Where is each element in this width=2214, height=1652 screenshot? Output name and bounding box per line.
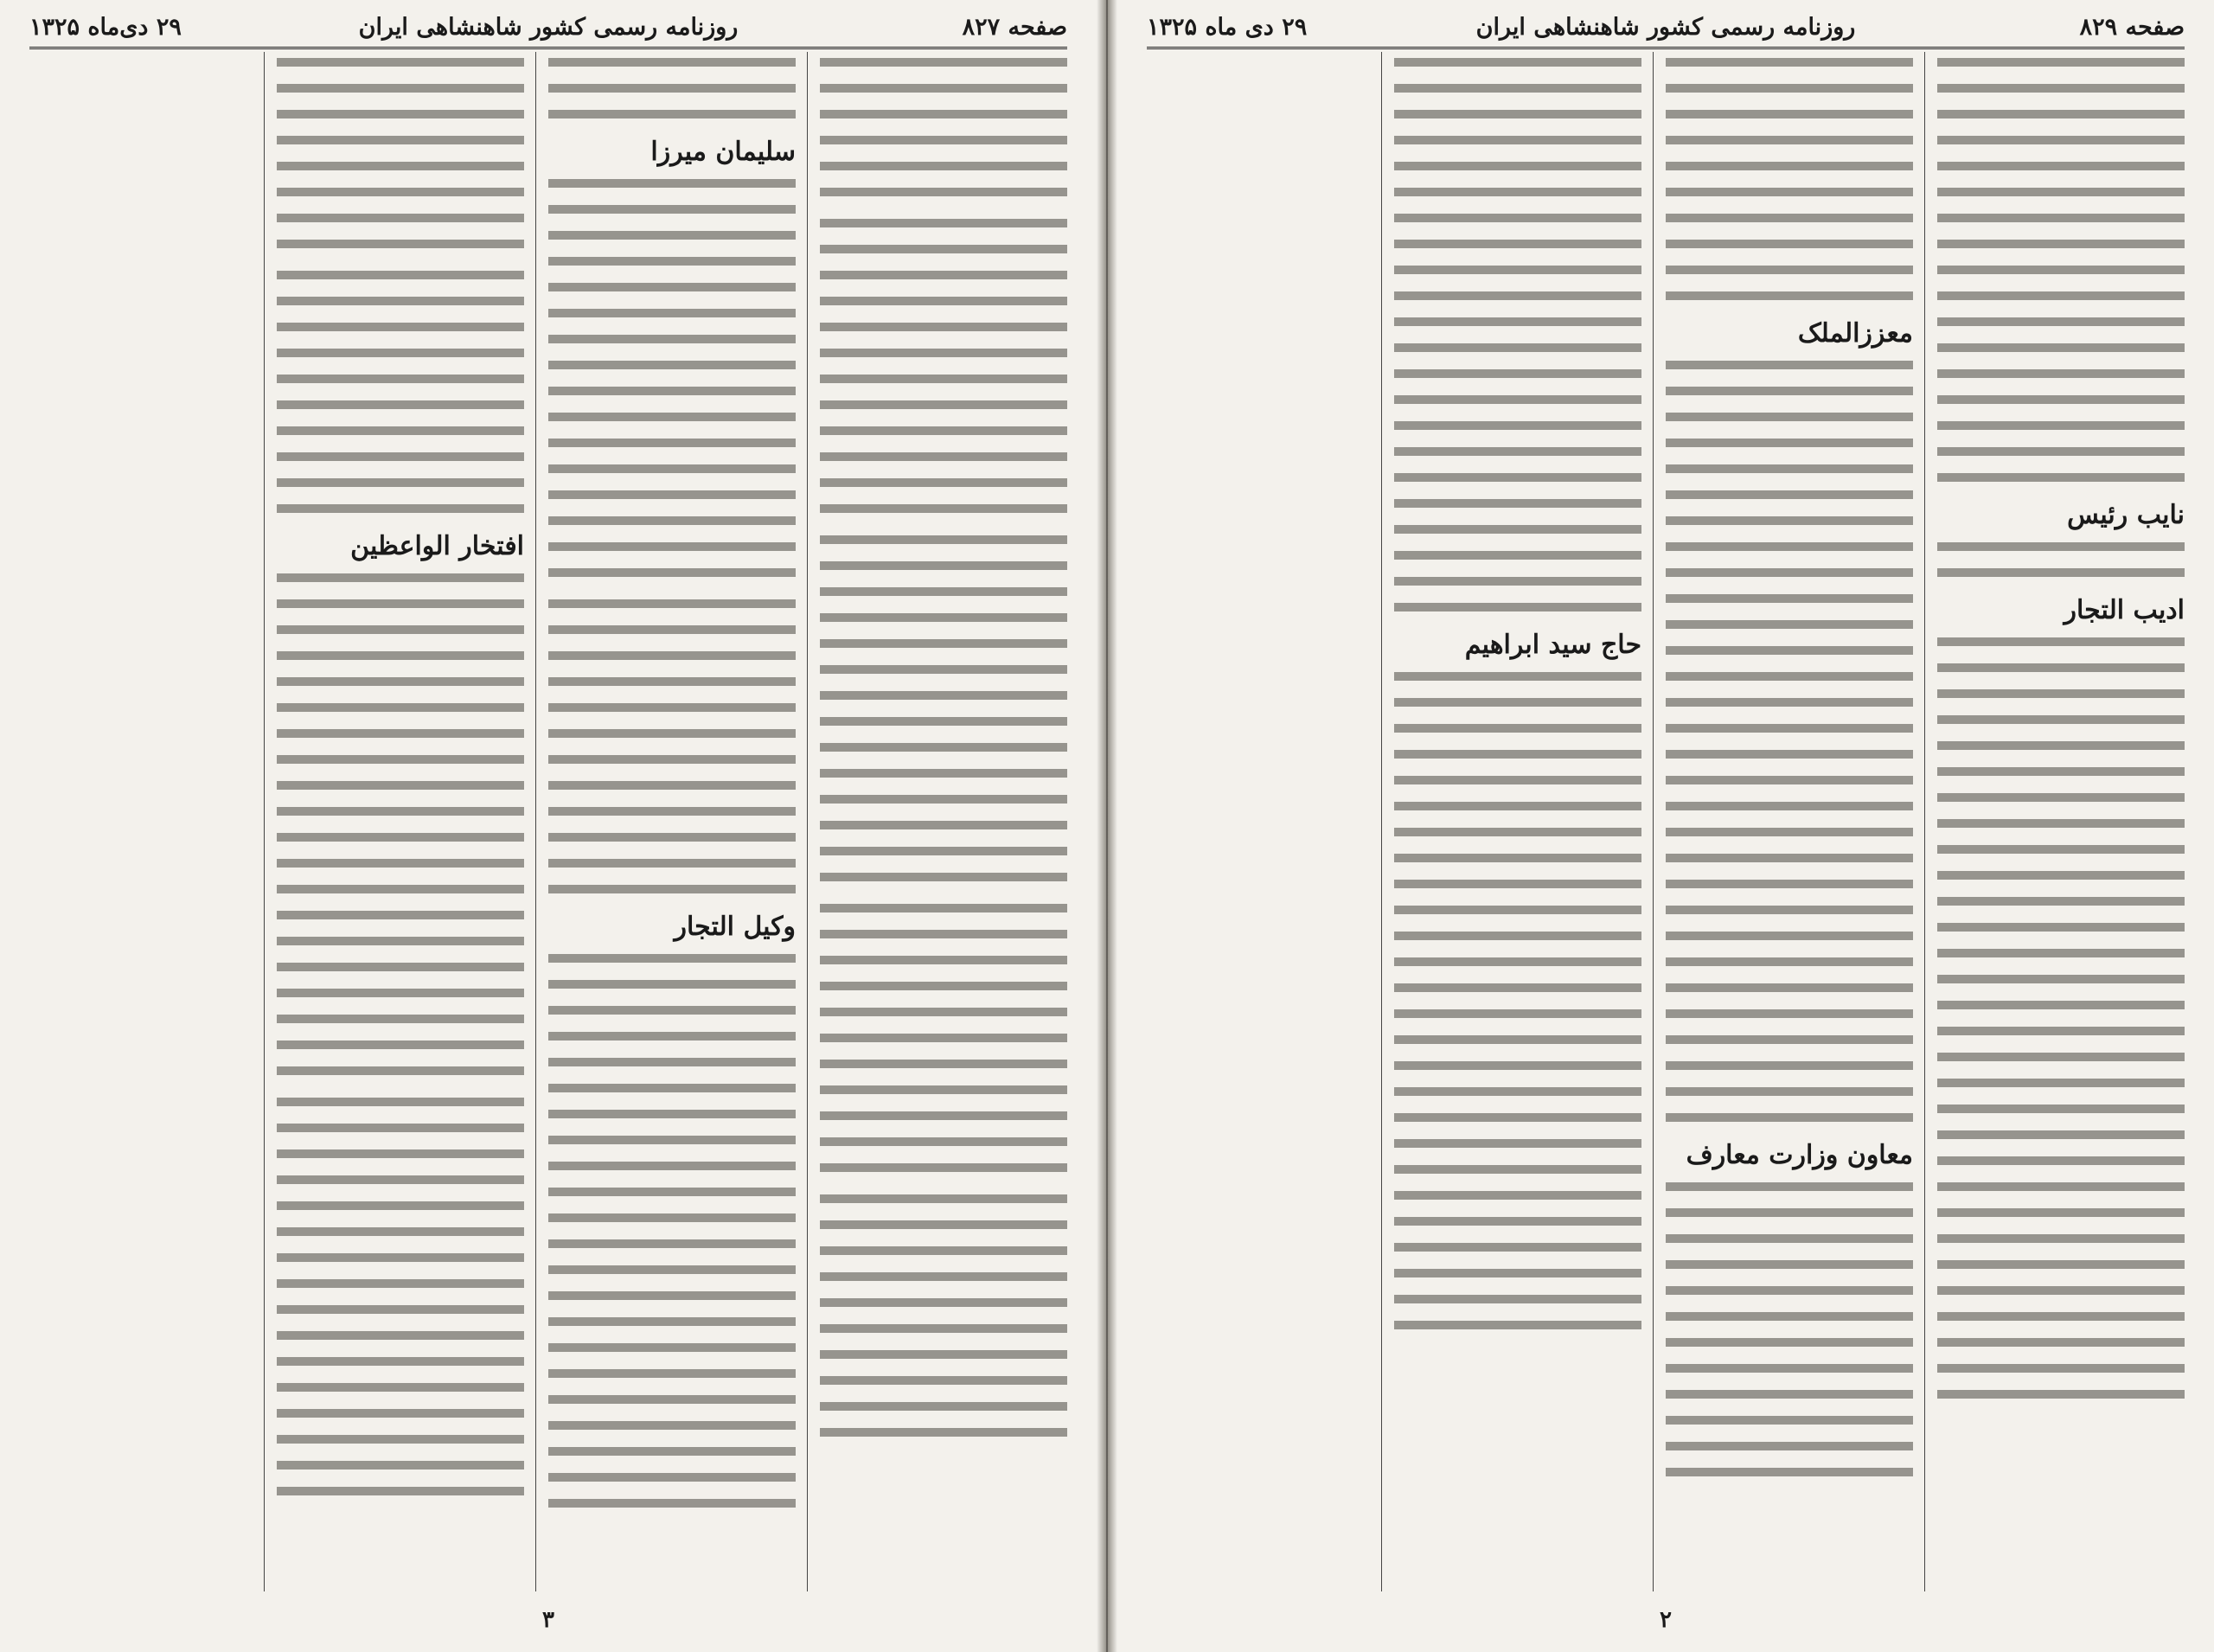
right-page-number: صفحه ۸۲۹ [2079, 14, 2185, 41]
paragraph [1666, 52, 1913, 311]
paragraph [277, 567, 524, 1086]
left-col-4-blank [29, 52, 253, 1591]
speaker-heading: وکیل التجار [674, 912, 796, 942]
paragraph [1937, 536, 2185, 588]
paragraph [1394, 52, 1641, 623]
left-page-columns [29, 52, 1067, 1591]
right-col-3 [1394, 52, 1641, 1591]
right-col-1 [1937, 52, 2185, 1591]
right-page-columns [1147, 52, 2185, 1591]
left-col-2 [548, 52, 796, 1591]
left-page-date: ۲۹ دی‌ماه ۱۳۲۵ [29, 14, 182, 41]
column-rule [264, 52, 265, 1591]
speaker-heading: افتخار الواعظین [350, 531, 524, 561]
paragraph [1666, 1176, 1913, 1488]
paragraph [548, 173, 796, 588]
left-page-header [29, 12, 1067, 49]
right-col-2 [1666, 52, 1913, 1591]
right-col-4-blank [1147, 52, 1370, 1591]
left-page-number: صفحه ۸۲۷ [962, 14, 1067, 41]
speaker-heading: معاون وزارت معارف [1686, 1140, 1913, 1170]
paragraph [277, 52, 524, 259]
left-folio: ۳ [542, 1607, 554, 1633]
speaker-heading: سلیمان میرزا [650, 137, 796, 167]
speaker-heading: حاج سید ابراهیم [1464, 630, 1641, 660]
paragraph [820, 52, 1067, 208]
paragraph [1394, 666, 1641, 1341]
paragraph [820, 213, 1067, 524]
right-page [1117, 0, 2214, 1652]
paragraph [548, 52, 796, 130]
right-folio: ۲ [1660, 1607, 1672, 1633]
speaker-heading: نایب رئیس [2067, 500, 2185, 530]
left-col-3 [277, 52, 524, 1591]
paragraph [820, 529, 1067, 893]
column-rule [1381, 52, 1382, 1591]
left-page [0, 0, 1097, 1652]
column-rule [1924, 52, 1925, 1591]
paragraph [820, 898, 1067, 1183]
paragraph [820, 1188, 1067, 1448]
paragraph [1937, 631, 2185, 1410]
left-col-1 [820, 52, 1067, 1591]
paragraph [277, 265, 524, 524]
speaker-heading: ادیب التجار [2064, 595, 2185, 625]
paragraph [1937, 52, 2185, 493]
paragraph [277, 1092, 524, 1507]
column-rule [807, 52, 808, 1591]
paragraph [548, 948, 796, 1519]
column-rule [535, 52, 536, 1591]
left-page-title: روزنامه رسمی کشور شاهنشاهی ایران [358, 14, 739, 41]
right-page-header [1147, 12, 2185, 49]
paragraph [548, 593, 796, 905]
binding-gutter [1097, 0, 1117, 1652]
right-page-title: روزنامه رسمی کشور شاهنشاهی ایران [1475, 14, 1856, 41]
paragraph [1666, 355, 1913, 1133]
right-page-date: ۲۹ دی ماه ۱۳۲۵ [1147, 14, 1308, 41]
speaker-heading: معززالملک [1797, 318, 1913, 349]
column-rule [1653, 52, 1654, 1591]
